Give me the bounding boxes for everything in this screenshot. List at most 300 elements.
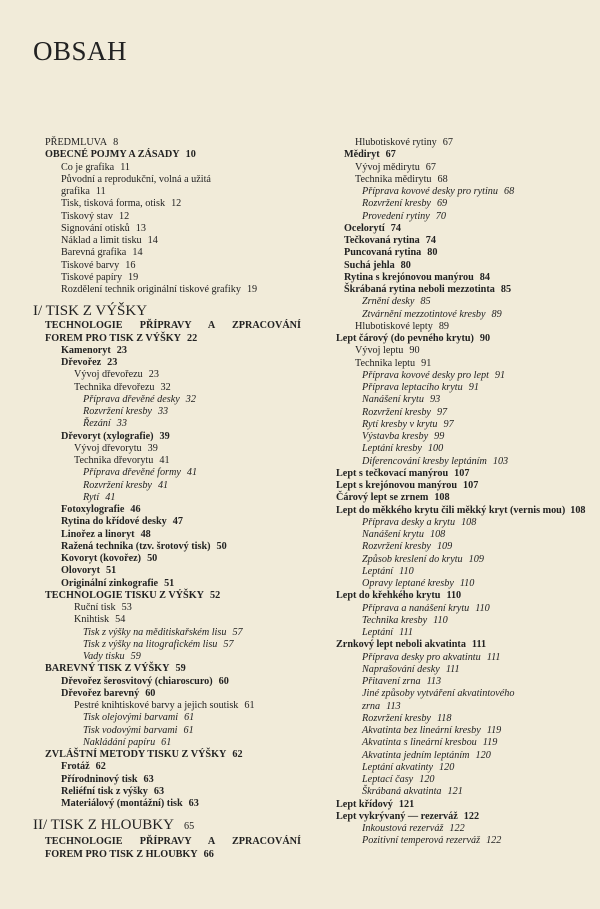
toc-entry-title: OBECNÉ POJMY A ZÁSADY — [45, 149, 180, 161]
toc-entry-page: 110 — [399, 565, 414, 577]
toc-entry — [336, 235, 586, 247]
toc-entry-page: 41 — [157, 479, 169, 491]
toc-entry-page: 108 — [429, 529, 446, 540]
toc-entry-page: 111 — [486, 651, 501, 663]
toc-entry-page: 111 — [399, 627, 413, 638]
toc-entry — [336, 578, 586, 590]
toc-entry-page: 61 — [184, 712, 195, 724]
toc-entry-page: 80 — [400, 259, 411, 271]
toc-entry-title: Technika leptu — [355, 357, 416, 369]
toc-entry — [336, 443, 586, 455]
toc-entry-page: 93 — [429, 394, 441, 406]
toc-entry-title: Rytina do křídové desky — [61, 516, 167, 528]
toc-entry-title: Příprava desky pro akvatintu — [362, 651, 481, 663]
toc-entry-title: Vývoj mědirytu — [355, 161, 420, 173]
toc-entry-page: 10 — [185, 149, 196, 161]
toc-entry — [33, 406, 301, 418]
toc-entry-title: ZVLÁŠTNÍ METODY TISKU Z VÝŠKY — [45, 749, 227, 760]
toc-entry-title: Dřevoryt (xylografie) — [61, 430, 154, 442]
toc-entry — [33, 676, 301, 688]
toc-entry-page: 32 — [185, 393, 196, 405]
toc-entry-title: Tiskové papíry — [61, 271, 123, 283]
toc-entry — [33, 235, 301, 247]
toc-entry-page: 68 — [503, 186, 515, 197]
toc-entry-page: 108 — [570, 504, 586, 516]
toc-entry — [33, 211, 301, 223]
toc-entry — [336, 174, 586, 186]
toc-entry-page: 108 — [461, 516, 477, 528]
toc-entry — [336, 517, 586, 529]
toc-entry-title: Vývoj leptu — [355, 345, 404, 357]
toc-entry — [336, 786, 586, 798]
toc-entry — [33, 761, 301, 773]
toc-entry-title: Škrábaná akvatinta — [362, 786, 442, 798]
toc-entry — [33, 516, 301, 528]
toc-entry-page: 85 — [420, 296, 431, 308]
toc-entry-title: Akvatinta s lineární kresbou — [362, 737, 477, 749]
section-heading — [33, 303, 301, 319]
toc-entry-title: Rozvržení kresby — [362, 198, 431, 210]
toc-entry — [33, 590, 301, 602]
toc-entry-page: 12 — [119, 210, 130, 222]
toc-entry-page: 63 — [153, 785, 165, 797]
toc-entry — [33, 186, 301, 198]
toc-entry-title: Tečkovaná rytina — [344, 235, 420, 246]
toc-entry — [33, 223, 301, 235]
toc-entry-title: Způsob kreslení do krytu — [362, 553, 463, 565]
toc-entry-page: 8 — [113, 137, 119, 148]
toc-entry — [33, 529, 301, 541]
toc-entry-page: 118 — [436, 712, 452, 724]
toc-entry-title: Příprava kovové desky pro lept — [362, 369, 489, 381]
toc-entry-page: 59 — [130, 651, 141, 662]
toc-entry-title: Leptání — [362, 627, 394, 638]
toc-entry-page: 107 — [463, 480, 479, 491]
toc-entry-title: Pozitivní temperová rezerváž — [362, 835, 481, 847]
toc-entry — [33, 284, 301, 296]
toc-entry — [336, 333, 586, 345]
toc-entry-page: 120 — [475, 749, 491, 761]
toc-entry-page: 47 — [172, 516, 183, 528]
toc-entry-page: 110 — [475, 602, 490, 614]
toc-entry — [33, 198, 301, 210]
toc-entry-page: 111 — [471, 639, 487, 651]
toc-entry-page: 41 — [159, 455, 170, 466]
toc-entry-title: Příprava kovové desky pro rytinu — [362, 186, 498, 197]
toc-entry-page: 85 — [500, 284, 512, 295]
toc-entry — [336, 419, 586, 431]
toc-entry-title: zrna — [362, 700, 381, 712]
toc-entry-title: Kamenoryt — [61, 344, 111, 356]
toc-entry — [33, 260, 301, 272]
toc-entry-page: 63 — [188, 798, 199, 809]
toc-entry-title: Lept čárový (do pevného krytu) — [336, 333, 474, 344]
toc-entry-title: Provedení rytiny — [362, 210, 430, 222]
toc-entry-title: Zrnění desky — [362, 296, 415, 308]
toc-entry-title: Příprava dřevěné desky — [83, 393, 180, 405]
toc-entry-page: 74 — [390, 222, 401, 234]
toc-entry-page: 19 — [246, 284, 258, 295]
toc-entry-title: Jiné způsoby vytváření akvatintového — [362, 688, 515, 700]
toc-entry-title: Náklad a limit tisku — [61, 235, 142, 246]
toc-entry — [336, 394, 586, 406]
toc-entry — [336, 615, 586, 627]
toc-entry-title: Leptání — [362, 565, 394, 577]
toc-entry-page: 90 — [479, 333, 491, 344]
toc-entry — [33, 455, 301, 467]
toc-entry-page: 89 — [438, 320, 450, 332]
toc-entry-title: Akvatinta jedním leptáním — [362, 749, 470, 761]
toc-entry-title: Lept s krejónovou manýrou — [336, 480, 458, 491]
toc-entry — [336, 370, 586, 382]
toc-entry — [33, 345, 301, 357]
toc-entry-title: Rozvržení kresby — [83, 479, 152, 491]
toc-entry-page: 120 — [439, 761, 455, 773]
toc-entry — [336, 676, 586, 688]
toc-entry-title: Vývoj dřevořezu — [74, 369, 143, 381]
toc-entry-page: 57 — [232, 626, 243, 638]
toc-entry-page: 110 — [459, 578, 475, 589]
toc-entry-title: Nanášení krytu — [362, 394, 424, 406]
toc-entry-title: Řezání — [83, 418, 111, 430]
toc-entry — [33, 836, 301, 848]
toc-entry-title: FOREM PRO TISK Z HLOUBKY — [45, 848, 198, 860]
toc-entry-title: Frotáž — [61, 761, 90, 773]
toc-entry-page: 41 — [186, 467, 198, 479]
section-heading — [33, 817, 301, 835]
toc-entry-page: 120 — [419, 774, 435, 785]
toc-entry-page: 122 — [486, 835, 502, 847]
toc-entry-page: 60 — [218, 675, 229, 687]
toc-entry — [336, 309, 586, 321]
toc-entry-page: 91 — [494, 369, 506, 381]
toc-entry-page: 61 — [244, 700, 255, 711]
toc-entry-page: 54 — [115, 614, 126, 626]
toc-entry-title: PŘEDMLUVA — [45, 137, 108, 148]
toc-entry — [33, 369, 301, 381]
toc-entry-title: Inkoustová rezerváž — [362, 823, 444, 834]
toc-entry-page: 121 — [447, 786, 463, 798]
toc-entry-page: 66 — [203, 848, 214, 860]
toc-entry — [336, 799, 586, 811]
toc-entry-title: Mědiryt — [344, 149, 380, 161]
toc-entry — [336, 529, 586, 541]
toc-entry — [33, 688, 301, 700]
toc-entry-page: 39 — [159, 430, 170, 442]
toc-entry-title: Leptání kresby — [362, 443, 422, 455]
toc-entry-page: 97 — [436, 406, 448, 418]
toc-entry-title: Materiálový (montážní) tisk — [61, 798, 183, 809]
toc-entry-page: 57 — [223, 638, 234, 650]
toc-entry-page: 59 — [175, 663, 186, 675]
toc-entry-title: Dřevořez — [61, 357, 102, 368]
toc-entry-page: 107 — [454, 467, 470, 479]
toc-entry-title: Výstavba kresby — [362, 431, 429, 442]
toc-entry-title: Rytí kresby v krytu — [362, 418, 438, 430]
toc-entry — [336, 639, 586, 651]
toc-entry — [336, 284, 586, 296]
toc-entry — [336, 713, 586, 725]
toc-entry — [33, 663, 301, 675]
toc-entry — [33, 431, 301, 443]
toc-entry-page: 67 — [385, 149, 396, 161]
toc-entry-title: Tisk olejovými barvami — [83, 712, 179, 724]
toc-entry — [33, 651, 301, 663]
toc-entry-title: Lept vykrývaný — rezerváž — [336, 810, 458, 822]
toc-entry — [336, 468, 586, 480]
toc-entry-title: Tisk vodovými barvami — [83, 724, 178, 736]
toc-entry — [336, 737, 586, 749]
toc-entry — [336, 211, 586, 223]
toc-entry — [33, 467, 301, 479]
toc-entry-title: I/ TISK Z VÝŠKY — [33, 303, 148, 320]
toc-entry-page: 70 — [435, 210, 446, 222]
toc-entry-page: 48 — [140, 528, 151, 540]
toc-entry-title: Fotoxylografie — [61, 504, 125, 515]
toc-entry-page: 91 — [468, 382, 479, 393]
toc-entry-title: Příprava leptacího krytu — [362, 382, 463, 393]
toc-entry-title: Rytina s krejónovou manýrou — [344, 271, 474, 283]
toc-entry — [33, 394, 301, 406]
toc-entry — [336, 321, 586, 333]
toc-entry-title: Olovoryt — [61, 565, 101, 577]
toc-entry-page: 41 — [105, 491, 116, 503]
toc-entry-title: Ztvárnění mezzotintové kresby — [362, 308, 486, 320]
toc-entry — [33, 553, 301, 565]
toc-entry-title: Přírodninový tisk — [61, 773, 138, 785]
toc-entry-page: 11 — [95, 186, 106, 197]
toc-entry — [33, 712, 301, 724]
toc-entry — [336, 701, 586, 713]
toc-entry — [33, 725, 301, 737]
toc-entry-title: Rytí — [83, 491, 100, 503]
toc-entry — [336, 186, 586, 198]
toc-entry-page: 23 — [107, 357, 118, 368]
toc-entry-title: Ocelorytí — [344, 222, 385, 234]
toc-entry — [33, 443, 301, 455]
toc-entry-title: Opravy leptané kresby — [362, 578, 454, 589]
toc-entry-page: 89 — [491, 308, 502, 320]
toc-entry — [33, 149, 301, 161]
toc-entry-page: 65 — [183, 821, 195, 833]
toc-entry-title: Barevná grafika — [61, 247, 127, 259]
toc-entry-title: Diferencování kresby leptáním — [362, 455, 487, 467]
toc-entry-title: Kovoryt (kovořez) — [61, 553, 142, 564]
toc-entry — [33, 774, 301, 786]
toc-entry-title: grafika — [61, 186, 90, 197]
toc-entry-page: 61 — [183, 724, 194, 736]
toc-entry-title: Původní a reprodukční, volná a užitá — [61, 173, 211, 185]
toc-entry — [336, 750, 586, 762]
toc-entry-title: TECHNOLOGIE PŘÍPRAVY A ZPRACOVÁNÍ — [45, 836, 301, 848]
toc-entry-title: Vývoj dřevorytu — [74, 442, 142, 454]
toc-entry — [33, 700, 301, 712]
toc-entry — [336, 272, 586, 284]
toc-entry-page: 113 — [426, 676, 442, 687]
toc-entry-title: Tisk z výšky na litografickém lisu — [83, 638, 218, 650]
toc-entry-page: 16 — [125, 259, 136, 271]
toc-entry-title: Lept do křehkého krytu — [336, 590, 441, 602]
toc-entry-title: Rozvržení kresby — [362, 541, 431, 553]
toc-entry-title: Linořez a linoryt — [61, 528, 135, 540]
toc-entry — [336, 260, 586, 272]
toc-entry-page: 51 — [164, 577, 175, 589]
toc-entry — [33, 849, 301, 861]
toc-entry-title: Ruční tisk — [74, 602, 116, 613]
toc-entry — [33, 798, 301, 810]
toc-entry-page: 51 — [106, 565, 117, 577]
toc-entry — [33, 418, 301, 430]
toc-entry-page: 100 — [427, 443, 444, 455]
toc-entry — [336, 247, 586, 259]
toc-left-column — [33, 137, 301, 861]
toc-entry — [336, 566, 586, 578]
toc-entry-title: Hlubotiskové lepty — [355, 320, 433, 332]
toc-entry-title: Lept křídový — [336, 798, 393, 810]
toc-entry — [336, 688, 586, 700]
toc-entry-title: Akvatinta bez lineární kresby — [362, 725, 481, 736]
toc-entry-page: 50 — [147, 553, 158, 564]
toc-entry-page: 103 — [492, 455, 509, 467]
toc-entry-page: 32 — [160, 381, 171, 393]
toc-entry — [336, 652, 586, 664]
toc-entry — [33, 786, 301, 798]
toc-entry-title: Originální zinkografie — [61, 577, 159, 589]
toc-entry — [33, 602, 301, 614]
toc-entry-title: Čárový lept se zrnem — [336, 492, 429, 504]
toc-entry-title: TECHNOLOGIE PŘÍPRAVY A ZPRACOVÁNÍ — [45, 320, 301, 332]
toc-entry-title: Leptací časy — [362, 774, 414, 785]
toc-entry — [33, 357, 301, 369]
toc-entry-title: Hlubotiskové rytiny — [355, 137, 437, 148]
toc-entry-title: Nanášení krytu — [362, 529, 424, 540]
toc-entry-title: Dřevořez barevný — [61, 687, 140, 699]
toc-entry-page: 22 — [187, 332, 198, 344]
toc-entry-title: Technika kresby — [362, 614, 428, 626]
toc-entry — [336, 823, 586, 835]
toc-entry-page: 109 — [436, 541, 453, 553]
toc-entry-title: Co je grafika — [61, 161, 115, 173]
toc-entry-title: Škrábaná rytina neboli mezzotinta — [344, 284, 495, 295]
toc-entry-title: Technika mědirytu — [355, 173, 432, 185]
toc-entry — [33, 480, 301, 492]
toc-entry-page: 122 — [463, 810, 480, 822]
toc-entry — [336, 223, 586, 235]
toc-entry — [336, 664, 586, 676]
toc-entry — [336, 358, 586, 370]
toc-entry-page: 50 — [216, 540, 227, 552]
toc-entry-page: 19 — [128, 271, 139, 283]
toc-entry-page: 119 — [482, 737, 498, 749]
toc-entry-title: Puncovaná rytina — [344, 247, 422, 259]
toc-entry-page: 121 — [398, 798, 415, 810]
toc-entry-title: Lept s tečkovací manýrou — [336, 467, 449, 479]
toc-entry-page: 97 — [443, 418, 454, 430]
toc-entry-page: 67 — [425, 161, 436, 173]
toc-entry — [33, 749, 301, 761]
toc-entry — [33, 333, 301, 345]
toc-entry-title: Tisk z výšky na měditiskařském lisu — [83, 626, 227, 638]
toc-entry-page: 52 — [210, 589, 221, 601]
toc-entry-title: Leptání akvatinty — [362, 761, 434, 773]
toc-entry-page: 14 — [132, 247, 143, 259]
toc-entry-page: 68 — [437, 173, 448, 185]
toc-entry-page: 33 — [116, 418, 127, 430]
toc-entry — [336, 296, 586, 308]
toc-entry — [336, 345, 586, 357]
toc-entry-title: Ražená technika (tzv. šrotový tisk) — [61, 540, 211, 552]
toc-entry — [336, 627, 586, 639]
toc-entry — [336, 162, 586, 174]
toc-entry — [336, 590, 586, 602]
toc-entry — [33, 162, 301, 174]
toc-entry-title: Technika dřevorytu — [74, 455, 154, 466]
toc-entry-title: Reliéfní tisk z výšky — [61, 785, 148, 797]
toc-entry-title: II/ TISK Z HLOUBKY — [33, 817, 174, 834]
toc-entry-page: 62 — [232, 749, 243, 760]
toc-entry — [33, 737, 301, 749]
toc-entry-title: FOREM PRO TISK Z VÝŠKY — [45, 332, 182, 344]
toc-entry — [336, 137, 586, 149]
toc-entry-page: 69 — [436, 198, 448, 210]
toc-entry-page: 33 — [157, 406, 169, 417]
toc-entry-title: Signování otisků — [61, 222, 130, 234]
toc-entry-title: Rozvržení kresby — [362, 406, 431, 418]
toc-entry-page: 62 — [95, 761, 106, 773]
toc-entry-title: Zrnkový lept neboli akvatinta — [336, 639, 466, 651]
toc-entry-page: 90 — [409, 345, 420, 357]
toc-entry-page: 113 — [386, 700, 401, 712]
toc-entry-title: TECHNOLOGIE TISKU Z VÝŠKY — [45, 589, 204, 601]
toc-entry-title: Lept do měkkého krytu čili měkký kryt (vernis mou) — [336, 504, 566, 516]
toc-entry — [33, 565, 301, 577]
toc-entry-title: Příprava dřevěné formy — [83, 467, 181, 479]
toc-entry — [336, 456, 586, 468]
toc-entry-page: 91 — [421, 357, 432, 369]
toc-right-column — [336, 137, 586, 848]
toc-entry-page: 14 — [147, 235, 158, 246]
toc-entry-page: 23 — [116, 344, 127, 356]
toc-entry-page: 60 — [145, 687, 156, 699]
toc-entry-title: BAREVNÝ TISK Z VÝŠKY — [45, 663, 170, 675]
toc-entry-page: 53 — [121, 602, 132, 613]
toc-entry-page: 111 — [445, 663, 460, 675]
toc-title: OBSAH — [33, 36, 128, 66]
toc-entry — [33, 578, 301, 590]
toc-entry — [336, 505, 586, 517]
toc-entry-title: Přitavení zrna — [362, 676, 421, 687]
toc-entry-title: Rozvržení kresby — [362, 712, 431, 724]
toc-entry — [336, 554, 586, 566]
toc-entry — [336, 774, 586, 786]
toc-entry-title: Příprava desky a krytu — [362, 516, 456, 528]
toc-entry — [336, 492, 586, 504]
toc-entry — [336, 407, 586, 419]
toc-entry-page: 80 — [427, 247, 438, 259]
toc-entry-title: Knihtisk — [74, 614, 110, 626]
toc-entry-page: 61 — [161, 736, 172, 748]
toc-entry — [33, 492, 301, 504]
toc-entry-page: 39 — [147, 442, 158, 454]
toc-entry — [33, 541, 301, 553]
toc-entry — [33, 627, 301, 639]
toc-entry-page: 74 — [425, 235, 436, 246]
toc-entry — [33, 320, 301, 332]
toc-entry — [33, 174, 301, 186]
toc-entry-page: 23 — [148, 369, 159, 381]
toc-entry — [33, 382, 301, 394]
toc-entry-page: 13 — [135, 222, 146, 234]
